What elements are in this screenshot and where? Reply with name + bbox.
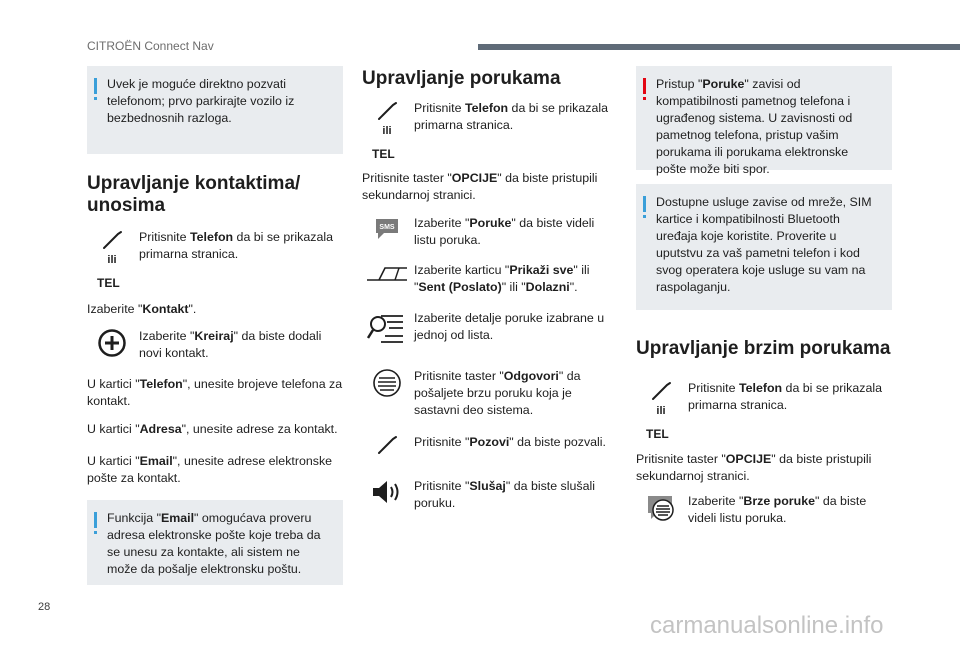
step-text: Pritisnite Telefon da bi se prikazala primarna stranica. [688, 381, 882, 412]
note-text: Pristup "Poruke" zavisi od kompatibilnosti pametnog telefona i ugrađenog sistema. U zavisnosti od pametnog telefona, pristup vašim porukama ili porukama elektronske pošte može biti spor. [656, 77, 853, 176]
step-text: Izaberite "Brze poruke" da biste videli listu poruka. [688, 494, 867, 525]
tel-button-label: TEL [372, 147, 395, 161]
step-row [87, 328, 343, 362]
instruction-text: Pritisnite taster "OPCIJE" da biste pristupili sekundarnoj stranici. [362, 171, 598, 202]
section-heading: Upravljanje kontaktima/ unosima [87, 173, 301, 216]
page-number: 28 [38, 601, 51, 613]
column-messages [362, 66, 612, 512]
details-search-icon [367, 310, 407, 346]
phone-icon [650, 380, 672, 402]
instruction-text: U kartici "Telefon", unesite brojeve telefona za kontakt. [87, 377, 343, 408]
instruction-text: U kartici "Email", unesite adrese elektronske pošte za kontakt. [87, 454, 333, 485]
step-row [362, 310, 612, 346]
note-text: Funkcija "Email" omogućava proveru adresa elektronske pošte koje treba da se unesu za kontakte, ali sistem ne može da pošalje elektronsku poštu. [107, 511, 321, 576]
step-text: Pritisnite Telefon da bi se prikazala primarna stranica. [414, 101, 608, 132]
step-text: Izaberite karticu "Prikaži sve" ili "Sent (Poslato)" ili "Dolazni". [414, 263, 590, 294]
step-row [87, 229, 343, 266]
sms-icon [372, 215, 402, 243]
info-note [636, 184, 892, 310]
info-note [87, 500, 343, 585]
add-icon [97, 328, 127, 358]
step-row [362, 262, 612, 296]
step-row [362, 100, 612, 137]
note-text: Uvek je moguće direktno pozvati telefonom; prvo parkirajte vozilo iz bezbednosnih razloga. [107, 77, 295, 125]
phone-icon-group [87, 229, 137, 266]
speaker-icon [370, 478, 404, 506]
phone-icon [376, 434, 398, 456]
step-row [636, 493, 892, 527]
or-label: ili [656, 405, 666, 417]
warning-icon [643, 78, 646, 94]
watermark: carmanualsonline.info [650, 612, 884, 639]
section-heading: Upravljanje brzim porukama [636, 338, 891, 359]
reply-list-icon [370, 368, 404, 398]
tabs-icon [365, 262, 409, 284]
quick-message-icon [645, 493, 677, 523]
or-label: ili [107, 254, 117, 266]
phone-icon [376, 100, 398, 122]
instruction-text: Izaberite "Kontakt". [87, 302, 197, 316]
column-quick-messages [636, 66, 892, 527]
tel-button-label: TEL [97, 276, 120, 290]
step-text: Izaberite "Poruke" da biste videli listu poruka. [414, 216, 595, 247]
step-text: Pritisnite Telefon da bi se prikazala primarna stranica. [139, 230, 333, 261]
step-text: Pritisnite taster "Odgovori" da pošaljete brzu poruku koja je sastavni deo sistema. [414, 369, 581, 417]
step-row [362, 368, 612, 419]
info-note [87, 66, 343, 154]
step-row [362, 215, 612, 249]
or-label: ili [382, 125, 392, 137]
step-text: Pritisnite "Pozovi" da biste pozvali. [414, 435, 606, 449]
info-icon [94, 512, 97, 528]
header-title: CITROËN Connect Nav [87, 39, 214, 53]
step-row [362, 478, 612, 512]
step-text: Pritisnite "Slušaj" da biste slušali poruku. [414, 479, 595, 510]
note-text: Dostupne usluge zavise od mreže, SIM kartice i kompatibilnosti Bluetooth uređaja koje koristite. Proverite u uputstvu za vaš pametni telefon i kod svog operatera koje usluge su vam na raspolaganju. [656, 195, 872, 294]
info-icon [643, 196, 646, 212]
tel-button-label: TEL [646, 427, 669, 441]
step-text: Izaberite "Kreiraj" da biste dodali novi kontakt. [139, 329, 322, 360]
info-icon [94, 78, 97, 94]
step-row [636, 380, 892, 417]
instruction-text: U kartici "Adresa", unesite adrese za kontakt. [87, 422, 338, 436]
section-heading: Upravljanje porukama [362, 68, 561, 89]
step-row [362, 434, 612, 456]
phone-icon [101, 229, 123, 251]
step-text: Izaberite detalje poruke izabrane u jednoj od lista. [414, 311, 605, 342]
instruction-text: Pritisnite taster "OPCIJE" da biste pristupili sekundarnoj stranici. [636, 452, 872, 483]
sms-label: SMS [379, 224, 395, 231]
column-contacts [87, 66, 343, 585]
header-bar [478, 44, 960, 50]
warning-note [636, 66, 892, 176]
